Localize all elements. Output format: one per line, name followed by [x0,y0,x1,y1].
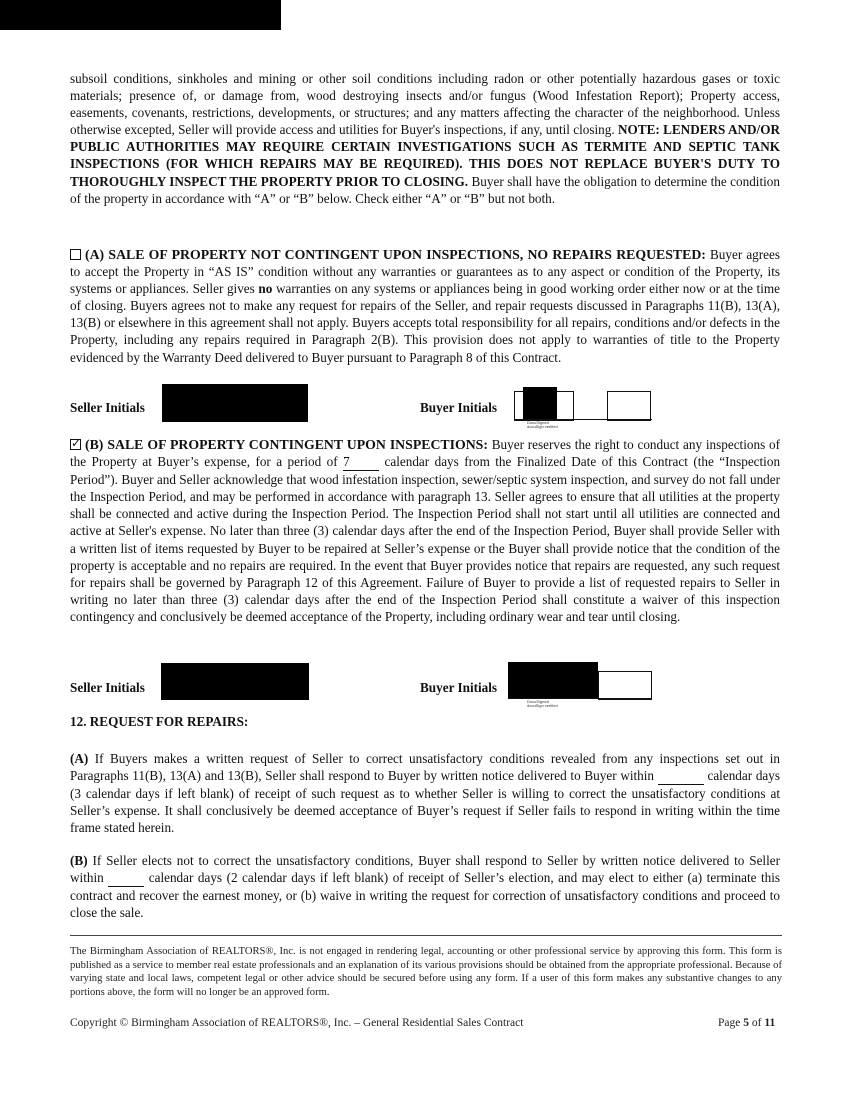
docusign-stamp-1: DocuSigned docuSign verified [527,420,558,429]
option-a-heading: (A) SALE OF PROPERTY NOT CONTINGENT UPON INSPECTIONS, NO REPAIRS REQUESTED: [85,247,706,262]
seller-response-days-field[interactable] [658,767,704,785]
option-b-checkbox[interactable] [70,439,81,450]
buyer-initials-box-3[interactable] [598,671,652,700]
footer-disclaimer: The Birmingham Association of REALTORS®, Inc. is not engaged in rendering legal, accounting or other professional service by approving this form. This form is published as a service to member real estate professionals and an explanation of its various provisions should be obtained from the appropriate professional. Because of varying state and local laws, competent legal or other advice should be secured before using any form. If a user of this form makes any substantive changes to any portions above, the form will no longer be an approved form. [70,946,782,998]
inspection-days-field[interactable]: 7 [343,453,379,471]
seller-initials-label: Seller Initials [70,400,145,415]
buyer-initials-redacted-2 [508,662,598,698]
intro-tail: Buyer shall have the obligation to determine the condition of the property in accordance with “A” or “B” below. Check either “A” or “B” but not both. [70,173,780,206]
section-12-a-body: If Buyers makes a written request of Seller to correct unsatisfactory conditions revealed from any inspections set out in Paragraphs 11(B), 13(A) and 13(B), Seller shall respond to Buyer by written notice delivered to Buyer within [70,751,780,784]
page-current: 5 [743,1017,749,1029]
seller-initials-label-2: Seller Initials [70,680,145,695]
section-12-b-body: If Seller elects not to correct the unsatisfactory conditions, Buyer shall respond to Seller by written notice delivered to Seller within [70,853,780,886]
page-number [718,1017,775,1029]
footer-divider [70,935,782,936]
buyer-initials-label-2: Buyer Initials [420,680,498,695]
section-12-b-label: (B) [70,853,88,868]
docusign-stamp-2: DocuSigned docuSign verified [527,699,558,708]
option-b-body-cont: calendar days from the Finalized Date of this Contract (the “Inspection Period”). Buyer and Seller acknowledge that wood infestation inspection, sewer/septic system inspection, and survey do not fall under the Inspection Period, and may be performed in accordance with paragraph 13. Seller agrees to ensure that all utilities at the property shall be connected and active during the Inspection Period. The Inspection Period shall not start until all utilities are connected and active at Seller's expense. No later than three (3) calendar days after the end of the Inspection Period, Buyer shall provide Seller with a written list of items requested by Buyer to be repaired at Seller’s expense or the Buyer shall provide notice that the condition of the property is acceptable and no repairs are required. In the event that Buyer provides notice that repairs are requested, any such request for repairs shall be governed by Paragraph 12 of this Agreement. Failure of Buyer to provide a list of requested repairs to Seller in writing no later than three (3) calendar days after the end of the Inspection Period shall constitute a waiver of this inspection contingency and conclusively be deemed acceptance of the Property, including ordinary wear and tear until closing. [70,454,781,624]
intro-text: subsoil conditions, sinkholes and mining or other soil conditions including radon or other potentially hazardous gases or toxic materials; presence of, or damage from, wood destroying insects and/or fungus (Wood Infestation Report); Property access, easements, covenants, restrictions, developments, or structures; and any matters affecting the character of the neighborhood. Unless otherwise excepted, Seller will provide access and utilities for Buyer's inspections, if any, until closing. [70,71,780,138]
option-a-no: no [258,281,273,297]
seller-initials-redacted [162,384,308,422]
footer-copyright: Copyright © Birmingham Association of REALTORS®, Inc. – General Residential Sales Contract [70,1017,524,1029]
option-b-paragraph [70,436,780,625]
option-a-checkbox[interactable] [70,249,81,260]
buyer-initials-redacted-1 [523,387,557,420]
option-a-body-cont: warranties on any systems or appliances being in good working order either now or at the time of closing. Buyers agrees not to make any request for repairs of the Seller, and repair requests discussed in Paragraphs 11(B), 13(A), 13(B) or elsewhere in this agreement shall not apply. Buyers accepts total responsibility for all repairs, conditions and/or defects in the Property, including any repairs required in Paragraph 2(B). This provision does not apply to warranties of title to the Property evidenced by the Warranty Deed delivered to Buyer pursuant to Paragraph 8 of this Contract. [70,281,780,365]
buyer-initials-underline-1 [514,419,652,420]
intro-note: NOTE: LENDERS AND/OR PUBLIC AUTHORITIES MAY REQUIRE CERTAIN INVESTIGATIONS SUCH AS TERMITE AND SEPTIC TANK INSPECTIONS (FOR WHICH REPAIRS MAY BE REQUIRED). THIS DOES NOT REPLACE BUYER'S DUTY TO THOROUGHLY INSPECT THE PROPERTY PRIOR TO CLOSING. [70,122,780,189]
section-12-a-label: (A) [70,751,89,766]
buyer-initials-underline-2 [508,698,652,699]
seller-initials-redacted-2 [161,663,309,700]
option-b-body: Buyer reserves the right to conduct any inspections of the Property at Buyer’s expense, for a period of [70,437,780,470]
buyer-response-days-field[interactable] [108,869,144,887]
page-of: of [751,1017,762,1029]
option-b-heading: (B) SALE OF PROPERTY CONTINGENT UPON INSPECTIONS: [85,437,488,452]
section-12-b-body-cont: calendar days (2 calendar days if left blank) of receipt of Seller’s election, and may elect to either (a) terminate this contract and recover the earnest money, or (b) waive in writing the request for correction of unsatisfactory conditions and proceed to close the sale. [70,870,781,921]
option-a-body: Buyer agrees to accept the Property in “AS IS” condition without any warranties or guarantees as to any aspect or condition of the Property, its systems or appliances. Seller gives [70,247,780,297]
buyer-initials-label: Buyer Initials [420,400,498,415]
page-total: 11 [764,1017,776,1029]
section-12-a [70,750,780,836]
option-a-paragraph [70,246,780,366]
buyer-initials-box-2[interactable] [607,391,651,421]
section-12-a-body-cont: calendar days (3 calendar days if left blank) of receipt of such request as to whether Seller is willing to correct the unsatisfactory conditions at Seller’s expense. It shall conclusively be deemed acceptance of Buyer’s request if Seller fails to respond in writing within the time frame stated herein. [70,768,781,836]
inspection-intro [70,70,780,207]
section-12-b [70,852,780,921]
page-prefix: Page [718,1017,741,1029]
section-12-heading: 12. REQUEST FOR REPAIRS: [70,714,249,729]
redacted-header [0,0,281,30]
